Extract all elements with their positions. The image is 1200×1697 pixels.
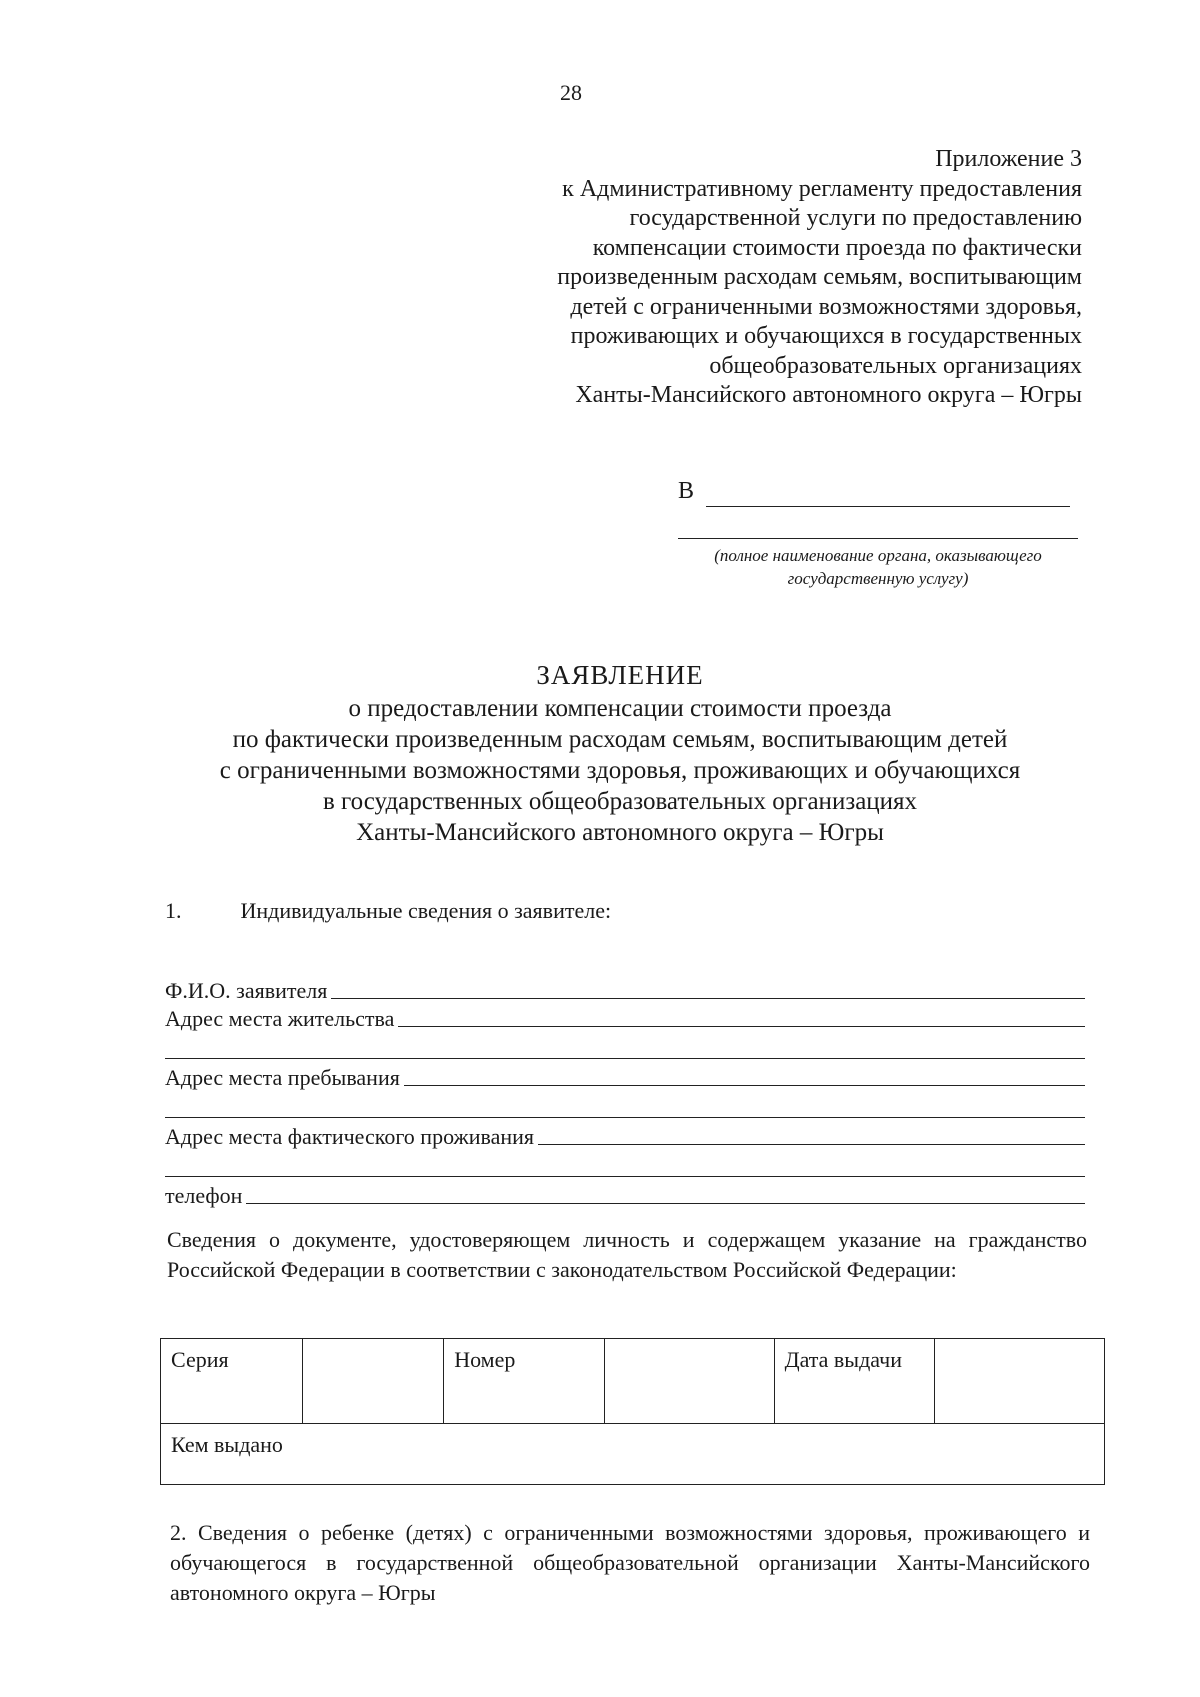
actual-address-field[interactable] xyxy=(165,1122,1085,1150)
identity-document-table xyxy=(160,1338,1105,1485)
applicant-fields xyxy=(165,976,1085,1209)
table-row xyxy=(161,1339,1105,1424)
recipient-prefix: В xyxy=(678,478,695,504)
appendix-block xyxy=(382,145,1082,411)
issue-date-label: Дата выдачи xyxy=(774,1339,934,1424)
appendix-line: к Административному регламенту предоставления xyxy=(562,175,1082,202)
title-line: по фактически произведенным расходам семьям, воспитывающим детей xyxy=(232,726,1008,753)
series-label: Серия xyxy=(161,1339,303,1424)
appendix-line: компенсации стоимости проезда по фактически xyxy=(592,234,1082,261)
recipient-note-line: государственную услугу) xyxy=(787,569,969,588)
residence-field[interactable] xyxy=(165,1004,1085,1032)
fio-label: Ф.И.О. заявителя xyxy=(165,978,328,1003)
residence-line[interactable] xyxy=(398,1026,1085,1027)
section-1-title: Индивидуальные сведения о заявителе: xyxy=(240,898,612,923)
recipient-note-line: (полное наименование органа, оказывающего xyxy=(714,546,1042,565)
appendix-line: детей с ограниченными возможностями здоровья, xyxy=(570,293,1082,320)
title-line: о предоставлении компенсации стоимости проезда xyxy=(348,695,892,722)
actual-address-line-2[interactable] xyxy=(165,1150,1085,1177)
actual-address-label: Адрес места фактического проживания xyxy=(165,1124,535,1149)
section-2-text: 2. Сведения о ребенке (детях) с ограниченными возможностями здоровья, проживающего и обучающегося в государственной общеобразовательной организации Ханты-Мансийского автономного округа – Югры xyxy=(170,1520,1090,1605)
recipient-block xyxy=(678,478,1078,588)
phone-field[interactable] xyxy=(165,1181,1085,1209)
document-title xyxy=(120,660,1120,848)
series-cell[interactable] xyxy=(302,1339,444,1424)
residence-label: Адрес места жительства xyxy=(165,1006,395,1031)
title-heading: ЗАЯВЛЕНИЕ xyxy=(536,660,704,690)
appendix-line: произведенным расходам семьям, воспитывающим xyxy=(557,264,1082,290)
residence-line-2[interactable] xyxy=(165,1032,1085,1059)
table-row xyxy=(161,1424,1105,1485)
fio-field[interactable] xyxy=(165,976,1085,1004)
actual-address-line[interactable] xyxy=(538,1144,1085,1145)
stay-label: Адрес места пребывания xyxy=(165,1065,400,1090)
recipient-input-line-2[interactable] xyxy=(678,538,1078,539)
section-1-heading xyxy=(165,898,611,924)
title-line: с ограниченными возможностями здоровья, проживающих и обучающихся xyxy=(219,757,1021,784)
appendix-line: проживающих и обучающихся в государственных xyxy=(570,323,1082,349)
title-line: Ханты-Мансийского автономного округа – Югры xyxy=(356,819,884,846)
issued-by-label: Кем выдано xyxy=(171,1432,283,1457)
title-line: в государственных общеобразовательных организациях xyxy=(322,788,918,815)
stay-field[interactable] xyxy=(165,1063,1085,1091)
appendix-line: Приложение 3 xyxy=(935,146,1082,172)
page-number: 28 xyxy=(560,80,582,105)
stay-line-2[interactable] xyxy=(165,1091,1085,1118)
fio-line[interactable] xyxy=(331,998,1085,999)
number-label: Номер xyxy=(444,1339,604,1424)
identity-document-info: Сведения о документе, удостоверяющем личность и содержащем указание на гражданство Российской Федерации в соответствии с законодательством Российской Федерации: xyxy=(167,1227,1087,1282)
phone-label: телефон xyxy=(165,1183,243,1208)
issue-date-cell[interactable] xyxy=(935,1339,1105,1424)
phone-line[interactable] xyxy=(246,1203,1085,1204)
appendix-line: общеобразовательных организациях xyxy=(709,352,1082,379)
number-cell[interactable] xyxy=(604,1339,774,1424)
section-1-number: 1. xyxy=(165,898,182,923)
recipient-input-line[interactable] xyxy=(706,506,1070,507)
recipient-note xyxy=(678,544,1078,590)
appendix-line: государственной услуги по предоставлению xyxy=(629,205,1082,231)
stay-line[interactable] xyxy=(404,1085,1085,1086)
issued-by-cell[interactable] xyxy=(161,1424,1105,1485)
appendix-line: Ханты-Мансийского автономного округа – Югры xyxy=(575,382,1082,408)
